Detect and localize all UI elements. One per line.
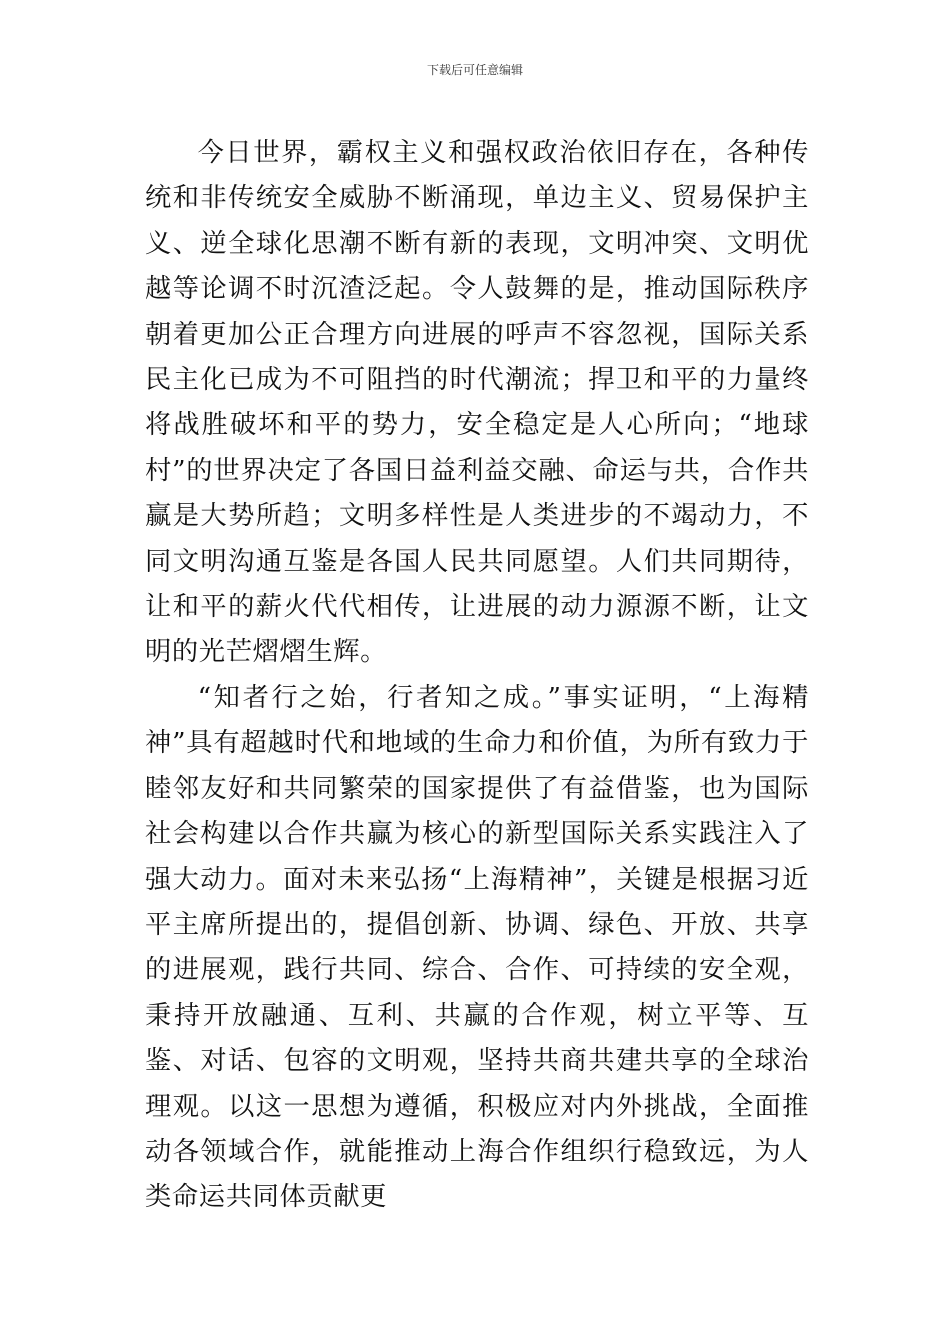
paragraph-2: “知者行之始，行者知之成。”事实证明，“上海精神”具有超越时代和地域的生命力和价值，为所有致力于睦邻友好和共同繁荣的国家提供了有益借鉴，也为国际社会构建以合作共赢为核心的新型国际关系实践注入了强大动力。面对未来弘扬“上海精神”，关键是根据习近平主席所提出的，提倡创新、协调、绿色、开放、共享的进展观，践行共同、综合、合作、可持续的安全观，秉持开放融通、互利、共赢的合作观，树立平等、互鉴、对话、包容的文明观，坚持共商共建共享的全球治理观。以这一思想为遵循，积极应对内外挑战，全面推动各领域合作，就能推动上海合作组织行稳致远，为人类命运共同体贡献更 [145,682,809,1213]
document-body [145,131,809,1221]
page-header: 下载后可任意编辑 [426,63,523,77]
paragraph-1: 今日世界，霸权主义和强权政治依旧存在，各种传统和非传统安全威胁不断涌现，单边主义、贸易保护主义、逆全球化思潮不断有新的表现，文明冲突、文明优越等论调不时沉渣泛起。令人鼓舞的是，推动国际秩序朝着更加公正合理方向进展的呼声不容忽视，国际关系民主化已成为不可阻挡的时代潮流；捍卫和平的力量终将战胜破坏和平的势力，安全稳定是人心所向；“地球村”的世界决定了各国日益利益交融、命运与共，合作共赢是大势所趋；文明多样性是人类进步的不竭动力，不同文明沟通互鉴是各国人民共同愿望。人们共同期待，让和平的薪火代代相传，让进展的动力源源不断，让文明的光芒熠熠生辉。 [145,138,809,668]
